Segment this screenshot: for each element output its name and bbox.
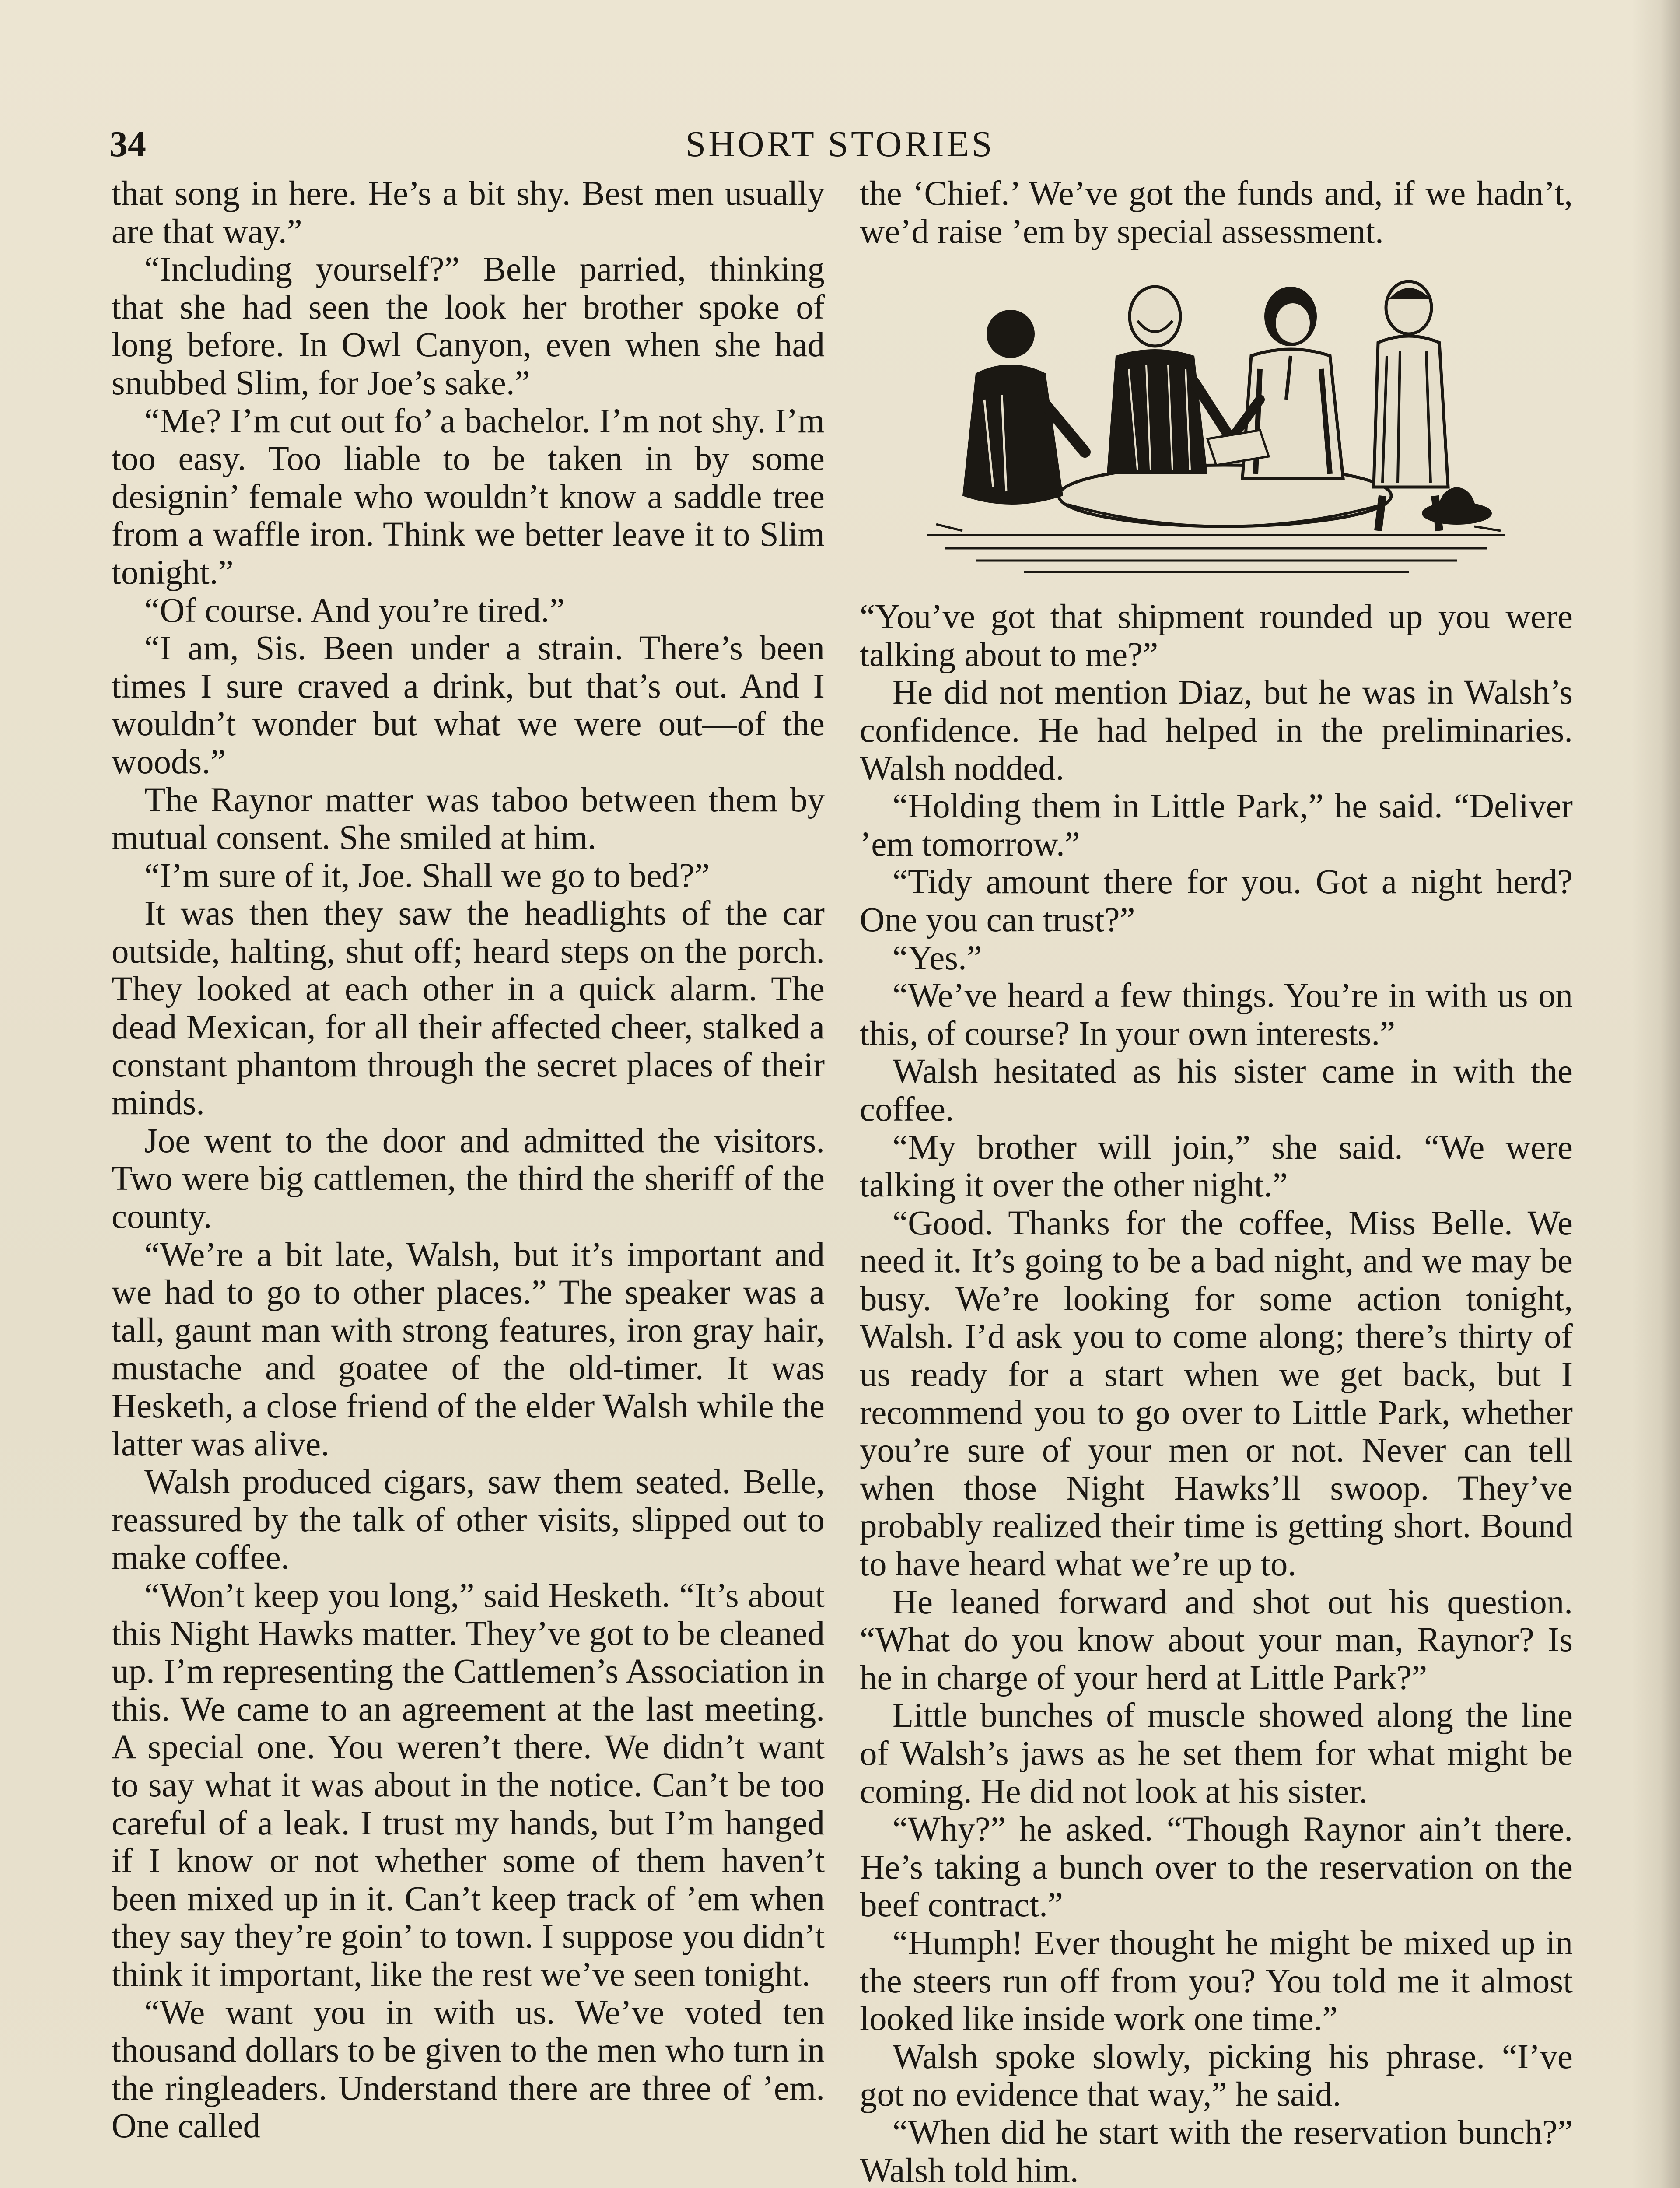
paragraph: “Why?” he asked. “Though Raynor ain’t there. He’s taking a bunch over to the reservation on the beef contract.” <box>860 1810 1573 1925</box>
paragraph: “I’m sure of it, Joe. Shall we go to bed?” <box>144 856 710 895</box>
paragraph: He leaned forward and shot out his question. “What do you know about your man, Raynor? Is he in charge of your herd at Little Park?” <box>860 1583 1573 1697</box>
man-seated-left <box>962 310 1085 505</box>
paragraph: “Won’t keep you long,” said Hesketh. “It’s about this Night Hawks matter. They’ve got to be cleaned up. I’m representing the Cattlemen’s Association in this. We came to an agreement at the last meeting. A special one. You weren’t there. We didn’t want to say what it was about in the notice. Can’t be too careful of a leak. I trust my hands, but I’m hanged if I know or not whether some of them haven’t been mixed up in it. Can’t keep track of ’em when they say they’re goin’ to town. I suppose you didn’t think it important, like the rest we’ve seen tonight. <box>112 1576 825 1994</box>
paragraph: the ‘Chief.’ We’ve got the funds and, if we hadn’t, we’d raise ’em by special assessment. <box>860 175 1573 251</box>
hat-icon <box>1422 487 1492 525</box>
paragraph: “We’ve heard a few things. You’re in with us on this, of course? In your own interests.” <box>860 977 1573 1053</box>
paragraph: that song in here. He’s a bit shy. Best men usually are that way.” <box>112 175 825 251</box>
paragraph: Walsh hesitated as his sister came in with the coffee. <box>860 1052 1573 1129</box>
cattlemen-meeting-illustration <box>910 268 1522 579</box>
paragraph: “You’ve got that shipment rounded up you were talking about to me?” <box>860 598 1573 674</box>
paragraph: He did not mention Diaz, but he was in Walsh’s confidence. He had helped in the preliminaries. Walsh nodded. <box>860 673 1573 788</box>
paragraph: “When did he start with the reservation bunch?” Walsh told him. <box>860 2113 1573 2188</box>
paragraph: “My brother will join,” she said. “We were talking it over the other night.” <box>860 1128 1573 1205</box>
paragraph: “Including yourself?” Belle parried, thinking that she had seen the look her brother spoke of long before. In Owl Canyon, even when she had snubbed Slim, for Joe’s sake.” <box>112 250 825 402</box>
floor-hatching <box>928 524 1505 572</box>
paragraph: “I am, Sis. Been under a strain. There’s been times I sure craved a drink, but that’s out. And I wouldn’t wonder but what we were out—of the woods.” <box>112 629 825 781</box>
page-edge-shadow <box>1632 0 1680 2188</box>
paragraph: “Me? I’m cut out fo’ a bachelor. I’m not shy. I’m too easy. Too liable to be taken in by some designin’ female who wouldn’t know a saddle tree from a waffle iron. Think we better leave it to Slim tonight.” <box>112 402 825 592</box>
paragraph: Walsh spoke slowly, picking his phrase. “I’ve got no evidence that way,” he said. <box>860 2037 1573 2114</box>
paragraph: “We’re a bit late, Walsh, but it’s important and we had to go to other places.” The speaker was a tall, gaunt man with strong features, iron gray hair, mustache and goatee of the old-timer. It was Hesketh, a close friend of the elder Walsh while the latter was alive. <box>112 1235 825 1463</box>
paragraph: Little bunches of muscle showed along the line of Walsh’s jaws as he set them for what might be coming. He did not look at his sister. <box>860 1697 1573 1811</box>
left-column <box>112 175 825 2146</box>
ink-illustration <box>910 268 1522 579</box>
paragraph: Walsh produced cigars, saw them seated. Belle, reassured by the talk of other visits, slipped out to make coffee. <box>112 1463 825 1577</box>
right-column <box>860 175 1573 2188</box>
paragraph: “We want you in with us. We’ve voted ten thousand dollars to be given to the men who turn in the ringleaders. Understand there are three of ’em. One called <box>112 1993 825 2146</box>
paragraph: “Good. Thanks for the coffee, Miss Belle. We need it. It’s going to be a bad night, and we may be busy. We’re looking for some action tonight, Walsh. I’d ask you to come along; there’s thirty of us ready for a start when we get back, but I recommend you to go over to Little Park, whether you’re sure of your men or not. Never can tell when those Night Hawks’ll swoop. They’ve probably realized their time is getting short. Bound to have heard what we’re up to. <box>860 1204 1573 1584</box>
paragraph: “Tidy amount there for you. Got a night herd? One you can trust?” <box>860 863 1573 939</box>
paragraph: “Of course. And you’re tired.” <box>144 591 565 630</box>
paragraph: Joe went to the door and admitted the visitors. Two were big cattlemen, the third the sheriff of the county. <box>112 1122 825 1236</box>
paragraph: It was then they saw the headlights of the car outside, halting, shut off; heard steps on the porch. They looked at each other in a quick alarm. The dead Mexican, for all their affected cheer, stalked a constant phantom through the secret places of their minds. <box>112 894 825 1122</box>
paragraph: “Yes.” <box>892 939 982 977</box>
paragraph: “Holding them in Little Park,” he said. “Deliver ’em tomorrow.” <box>860 787 1573 863</box>
paragraph: The Raynor matter was taboo between them by mutual consent. She smiled at him. <box>112 781 825 857</box>
running-head: SHORT STORIES <box>685 124 995 165</box>
page-header <box>109 118 1571 171</box>
paragraph: “Humph! Ever thought he might be mixed up in the steers run off from you? You told me it almost looked like inside work one time.” <box>860 1924 1573 2038</box>
page-number: 34 <box>109 124 146 165</box>
